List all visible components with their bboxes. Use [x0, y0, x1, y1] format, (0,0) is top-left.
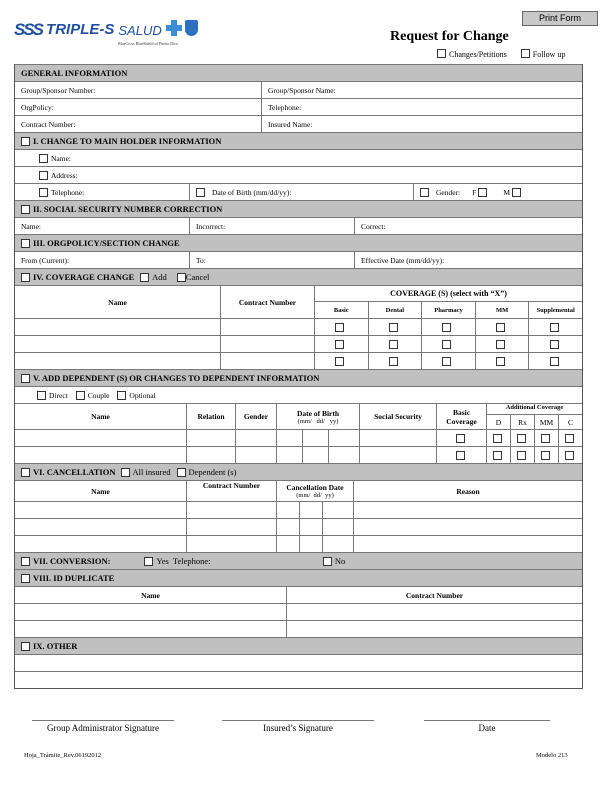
- insured-signature-label: Insured’s Signature: [263, 723, 333, 733]
- s6-contract-cell[interactable]: [187, 519, 277, 535]
- s6-date-dd-cell[interactable]: [300, 519, 323, 535]
- s5-basic-cell: [437, 447, 487, 463]
- s8-contract-cell[interactable]: [287, 604, 582, 620]
- conversion-yes-checkbox[interactable]: [144, 557, 153, 566]
- section-2-title: II. SOCIAL SECURITY NUMBER CORRECTION: [33, 204, 223, 214]
- orgpolicy-field[interactable]: OrgPolicy:: [15, 99, 262, 115]
- additional-label-mm: MM: [535, 415, 559, 429]
- s4-coverage-cell: [476, 319, 530, 335]
- s5-dob-dd-cell[interactable]: [303, 430, 329, 446]
- s1-contact-row: [15, 183, 582, 200]
- follow-up-label: Follow up: [532, 50, 566, 59]
- s5-col-ss: Social Security: [360, 404, 437, 429]
- section-6-header: [15, 463, 582, 480]
- s6-date-dd-cell[interactable]: [300, 536, 323, 552]
- insured-name-field[interactable]: Insured Name:: [268, 119, 313, 129]
- s4-coverage-cell: [315, 319, 369, 335]
- male-checkbox[interactable]: [512, 188, 521, 197]
- s4-name-cell[interactable]: [15, 336, 221, 352]
- s4-coverage-cell: [422, 319, 476, 335]
- group-sponsor-number-field[interactable]: Group/Sponsor Number:: [15, 82, 262, 98]
- s4-coverage-cell: [422, 353, 476, 369]
- s5-gender-cell[interactable]: [236, 447, 277, 463]
- section-3-checkbox[interactable]: [21, 239, 30, 248]
- s5-col-additional: Additional Coverage: [487, 404, 582, 415]
- s6-reason-cell[interactable]: [354, 502, 582, 518]
- s1-dob-field[interactable]: [190, 184, 414, 200]
- s6-col-name: Name: [15, 481, 187, 501]
- s1-address-field[interactable]: [15, 167, 582, 183]
- s5-dob-dd-cell[interactable]: [303, 447, 329, 463]
- s5-ss-cell[interactable]: [360, 447, 437, 463]
- section-5-header: [15, 369, 582, 386]
- s4-contract-cell[interactable]: [221, 319, 315, 335]
- signature-line: [424, 720, 550, 721]
- s1-dob-checkbox[interactable]: [196, 188, 205, 197]
- logo-subtitle: BlueCross BlueShield of Puerto Rico: [118, 41, 178, 46]
- section-4-checkbox[interactable]: [21, 273, 30, 282]
- mm-checkbox[interactable]: [496, 357, 505, 366]
- s9-other-field[interactable]: [15, 655, 582, 671]
- s1-telephone-label: Telephone:: [51, 187, 85, 197]
- supplemental-checkbox[interactable]: [550, 340, 559, 349]
- additional-label-c: C: [567, 417, 573, 427]
- date-signature-label: Date: [478, 723, 496, 733]
- blueshield-icon: [185, 20, 198, 36]
- mm-checkbox[interactable]: [496, 323, 505, 332]
- s4-cancel-label: Cancel: [185, 272, 210, 282]
- bluecross-icon: [166, 20, 182, 36]
- s5-dob-mm-cell[interactable]: [277, 447, 303, 463]
- s8-name-cell[interactable]: [15, 621, 287, 637]
- s5-additional-group: [487, 404, 582, 429]
- follow-up-option[interactable]: [521, 49, 566, 59]
- optional-label: Optional: [129, 390, 156, 400]
- coverage-label-basic: Basic: [315, 302, 369, 318]
- additional-mm-checkbox[interactable]: [541, 451, 550, 460]
- section-8-header: [15, 569, 582, 586]
- s5-col-name: Name: [15, 404, 187, 429]
- section-5-title: V. ADD DEPENDENT (S) OR CHANGES TO DEPENDENT INFORMATION: [33, 373, 320, 383]
- basic-coverage-checkbox[interactable]: [456, 451, 465, 460]
- general-row: [15, 81, 582, 98]
- section-7-checkbox[interactable]: [21, 557, 30, 566]
- section-2-header: [15, 200, 582, 217]
- s5-col-relation: Relation: [187, 404, 236, 429]
- pharmacy-checkbox[interactable]: [442, 357, 451, 366]
- couple-label: Couple: [87, 390, 110, 400]
- signature-line: [32, 720, 174, 721]
- print-form-button[interactable]: Print Form: [522, 11, 598, 26]
- s6-date-yy-cell[interactable]: [323, 536, 354, 552]
- s5-additional-cell: [559, 430, 582, 446]
- s6-date-format: (mm/ dd/ yy): [296, 492, 334, 499]
- supplemental-checkbox[interactable]: [550, 357, 559, 366]
- s6-reason-cell[interactable]: [354, 519, 582, 535]
- basic-coverage-checkbox[interactable]: [456, 434, 465, 443]
- coverage-label-mm: MM: [476, 302, 530, 318]
- s4-coverage-cell: [529, 319, 582, 335]
- section-1-checkbox[interactable]: [21, 137, 30, 146]
- general-row: [15, 98, 582, 115]
- s5-additional-cell: [511, 447, 535, 463]
- s5-dob-mm-cell[interactable]: [277, 430, 303, 446]
- pharmacy-checkbox[interactable]: [442, 323, 451, 332]
- male-label: M: [503, 187, 510, 197]
- s4-table-header: [15, 285, 582, 318]
- s4-coverage-cell: [315, 336, 369, 352]
- s5-dob-format: (mm/ dd/ yy): [297, 417, 339, 425]
- s4-coverage-cell: [315, 353, 369, 369]
- dental-checkbox[interactable]: [389, 340, 398, 349]
- s6-date-dd-cell[interactable]: [300, 502, 323, 518]
- s8-col-name: Name: [15, 587, 287, 603]
- s6-date-mm-cell[interactable]: [277, 519, 300, 535]
- mm-checkbox[interactable]: [496, 340, 505, 349]
- s4-contract-cell[interactable]: [221, 353, 315, 369]
- section-6-title: VI. CANCELLATION: [33, 467, 116, 477]
- additional-label-d: D: [487, 415, 511, 429]
- s8-row: [15, 620, 582, 637]
- s4-coverage-cell: [476, 336, 530, 352]
- s5-name-cell[interactable]: [15, 430, 187, 446]
- basic-checkbox[interactable]: [335, 323, 344, 332]
- additional-d-checkbox[interactable]: [493, 451, 502, 460]
- direct-label: Direct: [49, 390, 68, 400]
- s5-dob-label: Date of Birth: [296, 408, 340, 418]
- additional-rx-checkbox[interactable]: [517, 451, 526, 460]
- s5-name-cell[interactable]: [15, 447, 187, 463]
- dental-checkbox[interactable]: [389, 323, 398, 332]
- s4-coverage-labels: [315, 302, 582, 318]
- s4-add-checkbox[interactable]: [140, 273, 149, 282]
- coverage-label-dental: Dental: [369, 302, 423, 318]
- s4-table-row: [15, 352, 582, 369]
- s5-dob-yy-cell[interactable]: [329, 447, 360, 463]
- dependent-label: Dependent (s): [188, 467, 237, 477]
- s1-name-checkbox[interactable]: [39, 154, 48, 163]
- s6-rows: [15, 501, 582, 552]
- section-9-checkbox[interactable]: [21, 642, 30, 651]
- basic-checkbox[interactable]: [335, 357, 344, 366]
- s6-col-reason: Reason: [456, 486, 480, 496]
- general-row: [15, 115, 582, 132]
- s6-col-date: [277, 481, 354, 501]
- s4-cancel-checkbox[interactable]: [177, 273, 186, 282]
- s8-col-contract: Contract Number: [405, 590, 464, 600]
- section-8-checkbox[interactable]: [21, 574, 30, 583]
- s5-options: [15, 387, 582, 403]
- s6-table-row: [15, 518, 582, 535]
- s1-name-label: Name:: [51, 153, 71, 163]
- s5-col-dob: [277, 404, 360, 429]
- s8-contract-cell[interactable]: [287, 621, 582, 637]
- additional-label-rx: Rx: [511, 415, 535, 429]
- all-insured-checkbox[interactable]: [121, 468, 130, 477]
- s1-dob-label: Date of Birth (mm/dd/yy):: [212, 187, 292, 197]
- s5-ss-cell[interactable]: [360, 430, 437, 446]
- changes-petitions-label: Changes/Petitions: [449, 50, 507, 59]
- s1-telephone-field[interactable]: [15, 184, 190, 200]
- s6-name-cell[interactable]: [15, 502, 187, 518]
- general-info-title: GENERAL INFORMATION: [21, 68, 128, 78]
- section-4-header: [15, 268, 582, 285]
- all-insured-label: All insured: [132, 467, 171, 477]
- section-5-checkbox[interactable]: [21, 374, 30, 383]
- conversion-telephone-label: Telephone:: [172, 556, 211, 566]
- s6-date-yy-cell[interactable]: [323, 502, 354, 518]
- s5-additional-cell: [535, 447, 559, 463]
- s2-incorrect-field[interactable]: Incorrect:: [190, 218, 355, 234]
- s4-coverage-cell: [369, 319, 423, 335]
- s5-col-basic: Basic Coverage: [437, 404, 487, 429]
- s4-col-coverage: COVERAGE (S) (select with “X”): [315, 286, 582, 302]
- s3-row: [15, 251, 582, 268]
- section-2-checkbox[interactable]: [21, 205, 30, 214]
- section-3-header: [15, 234, 582, 251]
- s3-effective-date-field[interactable]: Effective Date (mm/dd/yy):: [361, 255, 445, 265]
- additional-d-checkbox[interactable]: [493, 434, 502, 443]
- s5-col-gender: Gender: [236, 404, 277, 429]
- direct-checkbox[interactable]: [37, 391, 46, 400]
- contract-number-field[interactable]: Contract Number:: [15, 116, 262, 132]
- s5-relation-cell[interactable]: [187, 430, 236, 446]
- additional-c-checkbox[interactable]: [565, 434, 574, 443]
- basic-checkbox[interactable]: [335, 340, 344, 349]
- s6-name-cell[interactable]: [15, 519, 187, 535]
- s3-to-field[interactable]: To:: [190, 252, 355, 268]
- request-type-options: [437, 49, 565, 59]
- additional-rx-checkbox[interactable]: [517, 434, 526, 443]
- s1-address-row: [15, 166, 582, 183]
- s4-name-cell[interactable]: [15, 319, 221, 335]
- section-7-title: VII. CONVERSION:: [33, 556, 111, 566]
- pharmacy-checkbox[interactable]: [442, 340, 451, 349]
- s5-basic-cell: [437, 430, 487, 446]
- s5-table-row: [15, 429, 582, 446]
- s2-correct-field[interactable]: Correct:: [361, 221, 386, 231]
- request-form: [14, 64, 583, 689]
- coverage-label-supplemental: Supplemental: [536, 306, 575, 314]
- s4-name-cell[interactable]: [15, 353, 221, 369]
- group-sponsor-name-field[interactable]: Group/Sponsor Name:: [268, 85, 336, 95]
- section-6-checkbox[interactable]: [21, 468, 30, 477]
- s4-coverage-cell: [529, 336, 582, 352]
- s6-contract-cell[interactable]: [187, 536, 277, 552]
- s1-name-field[interactable]: [15, 150, 582, 166]
- s6-date-mm-cell[interactable]: [277, 502, 300, 518]
- s4-table-row: [15, 335, 582, 352]
- section-4-title: IV. COVERAGE CHANGE: [33, 272, 135, 282]
- s5-rows: [15, 429, 582, 463]
- telephone-field[interactable]: Telephone:: [268, 102, 302, 112]
- female-checkbox[interactable]: [478, 188, 487, 197]
- s8-name-cell[interactable]: [15, 604, 287, 620]
- date-signature: [424, 720, 550, 733]
- form-revision: Hoja_Trámite_Rev.06192012: [24, 752, 102, 759]
- section-1-title: I. CHANGE TO MAIN HOLDER INFORMATION: [33, 136, 222, 146]
- s5-additional-labels: [487, 415, 582, 429]
- general-info-header: [15, 64, 582, 81]
- s6-name-cell[interactable]: [15, 536, 187, 552]
- s6-reason-cell[interactable]: [354, 536, 582, 552]
- s4-col-contract: Contract Number: [221, 286, 315, 318]
- s1-telephone-checkbox[interactable]: [39, 188, 48, 197]
- additional-c-checkbox[interactable]: [565, 451, 574, 460]
- s6-col-contract: Contract Number: [187, 481, 277, 501]
- additional-mm-checkbox[interactable]: [541, 434, 550, 443]
- section-3-title: III. ORGPOLICY/SECTION CHANGE: [33, 238, 180, 248]
- logo-name: TRIPLE-S: [46, 21, 115, 38]
- s5-dob-yy-cell[interactable]: [329, 430, 360, 446]
- s5-table-header: [15, 403, 582, 429]
- s9-other-field[interactable]: [15, 672, 582, 688]
- s6-contract-cell[interactable]: [187, 502, 277, 518]
- s4-coverage-group: [315, 286, 582, 318]
- s4-coverage-cell: [369, 336, 423, 352]
- follow-up-checkbox[interactable]: [521, 49, 530, 58]
- s9-row: [15, 671, 582, 688]
- dependent-checkbox[interactable]: [177, 468, 186, 477]
- dental-checkbox[interactable]: [389, 357, 398, 366]
- s8-row: [15, 603, 582, 620]
- s4-coverage-cell: [422, 336, 476, 352]
- section-1-header: [15, 132, 582, 149]
- female-label: F: [472, 187, 477, 197]
- s4-add-label: Add: [152, 272, 167, 282]
- conversion-no-label: No: [334, 556, 346, 566]
- s5-additional-cell: [511, 430, 535, 446]
- couple-checkbox[interactable]: [76, 391, 85, 400]
- s6-table-row: [15, 535, 582, 552]
- s6-table-row: [15, 501, 582, 518]
- section-9-title: IX. OTHER: [33, 641, 78, 651]
- s4-col-name: Name: [15, 286, 221, 318]
- form-model: Modelo 213: [536, 752, 568, 759]
- s6-date-mm-cell[interactable]: [277, 536, 300, 552]
- s6-table-header: [15, 480, 582, 501]
- s5-table-row: [15, 446, 582, 463]
- s1-gender-checkbox[interactable]: [420, 188, 429, 197]
- changes-petitions-option[interactable]: [437, 49, 507, 59]
- s8-table-header: [15, 586, 582, 603]
- s4-rows: [15, 318, 582, 369]
- section-7-header: [15, 552, 582, 569]
- conversion-no-checkbox[interactable]: [323, 557, 332, 566]
- s1-address-checkbox[interactable]: [39, 171, 48, 180]
- s2-row: [15, 217, 582, 234]
- s4-coverage-cell: [369, 353, 423, 369]
- supplemental-checkbox[interactable]: [550, 323, 559, 332]
- s1-gender-field[interactable]: [414, 184, 582, 200]
- s1-gender-label: Gender:: [436, 187, 461, 197]
- s5-additional-cell: [559, 447, 582, 463]
- coverage-label-pharmacy: Pharmacy: [422, 302, 476, 318]
- s5-gender-cell[interactable]: [236, 430, 277, 446]
- logo-mark: SSS: [14, 20, 43, 39]
- s4-table-row: [15, 318, 582, 335]
- section-9-header: [15, 637, 582, 654]
- s9-row: [15, 654, 582, 671]
- s5-additional-cell: [487, 430, 511, 446]
- form-title: Request for Change: [390, 29, 509, 44]
- changes-petitions-checkbox[interactable]: [437, 49, 446, 58]
- s2-name-field[interactable]: Name:: [15, 218, 190, 234]
- s6-date-yy-cell[interactable]: [323, 519, 354, 535]
- signature-line: [222, 720, 374, 721]
- s4-coverage-cell: [476, 353, 530, 369]
- s4-contract-cell[interactable]: [221, 336, 315, 352]
- s5-additional-cell: [535, 430, 559, 446]
- s1-name-row: [15, 149, 582, 166]
- s6-date-label: Cancellation Date: [286, 483, 344, 492]
- s5-additional-cell: [487, 447, 511, 463]
- s4-coverage-cell: [529, 353, 582, 369]
- group-admin-signature: [32, 720, 174, 733]
- section-8-title: VIII. ID DUPLICATE: [33, 573, 115, 583]
- insured-signature: [222, 720, 374, 733]
- s3-from-field[interactable]: From (Current):: [15, 252, 190, 268]
- conversion-yes-label: Yes: [156, 556, 169, 566]
- s1-address-label: Address:: [51, 170, 78, 180]
- optional-checkbox[interactable]: [117, 391, 126, 400]
- group-admin-signature-label: Group Administrator Signature: [47, 723, 159, 733]
- logo-salud: SALUD: [118, 23, 162, 38]
- s5-options-row: [15, 386, 582, 403]
- s5-relation-cell[interactable]: [187, 447, 236, 463]
